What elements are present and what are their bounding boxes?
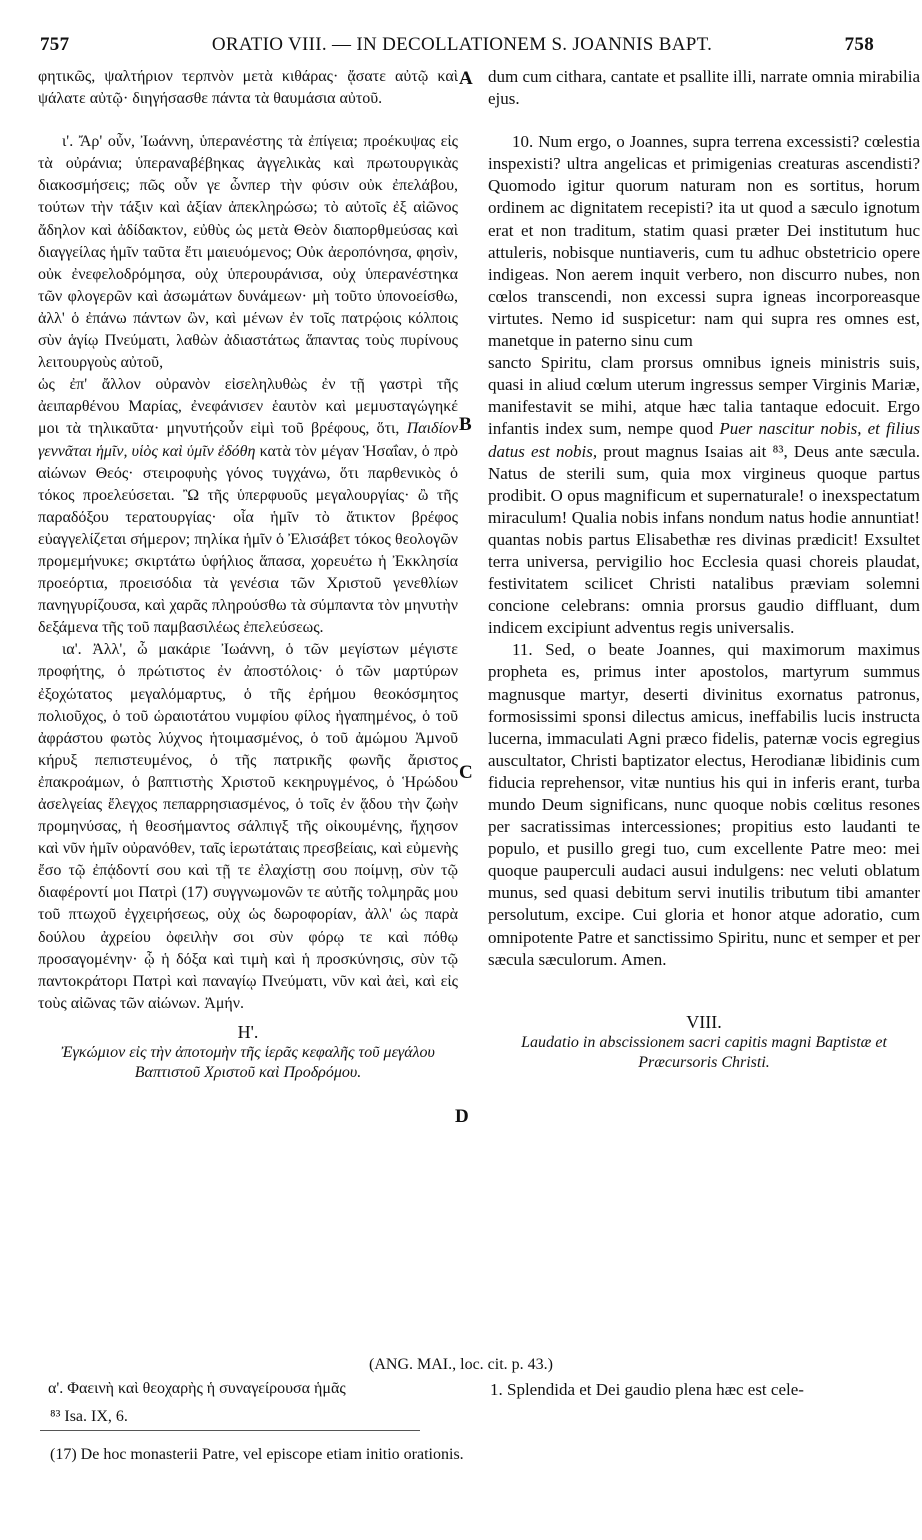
greek-paragraph-11: ια'. Ἀλλ', ὦ μακάριε Ἰωάννη, ὁ τῶν μεγίστων μέγιστε προφήτης, ὁ πρώτιστος ἐν ἀποστόλοις· ὁ τῶν μαρτύρων ἐξοχώτατος μεγαλόμαρτυς, ὁ τῆς ἐρήμου θεοκόσμητος πολιοῦχος, ὁ τοῦ ὡραιοτάτου νυμφίου φίλος ἠγαπημένος, ὁ τοῦ ἀφράστου φωτὸς λύχνος ἡτοιμασμένος, ὁ τοῦ ἀμώμου Ἀμνοῦ κήρυξ πεπιστευμένος, ὁ τῆς πατρικῆς φωνῆς ἄριστος ἐπακροάμων, ὁ βαπτιστὴς Χριστοῦ κεκηρυγμένος, ὁ Ἡρώδου ἀσελγείας ἔλεγχος πεπαρρησιασμένος, ὁ τοῖς ἐν ᾅδου τὴν ζωὴν προμηνύσας, ἡ θεοσήμαντος σάλπιγξ τῆς οἰκουμένης, ἤχησον καὶ νῦν ἡμῖν οὐρανόθεν, ταῖς ἱερωτάταις πρεσβείαις, καὶ εὐμενὴς ἔσο τῷ ἐπᾴδοντί σου καὶ τῇ τε ἐλαχίστῃ σου ποίμνῃ, σὺν τῷ διαφέροντί μοι Πατρὶ (17) συγγνωμονῶν τε αὐτῆς τολμηρᾶς μου τοῦ πτωχοῦ ἐγχειρήσεως, οὐχ ὡς δωροφορίαν, ἀλλ' ὡς παρὰ δούλου ἀχρείου ὀφειλὴν σοι σὺν φόρῳ τε καὶ πόθῳ προσαγομένην· ᾧ ἡ δόξα καὶ τιμὴ καὶ ἡ προσκύνησις, σὺν τῷ παντοκράτορι Πατρὶ καὶ παναγίῳ Πνεύματι, νῦν καὶ ἀεὶ, καὶ εἰς τοὺς αἰῶνας τῶν αἰώνων. Ἀμήν. [38,641,458,1012]
page-number-right: 758 [844,34,874,55]
footnote-17: (17) De hoc monasterii Patre, vel episcope etiam initio orationis. [50,1446,464,1463]
footnote-83: ⁸³ Isa. IX, 6. [50,1408,128,1425]
running-header [30,34,894,60]
greek-column [38,66,458,1083]
greek-paragraph-10b-part2: κατὰ τὸν μέγαν Ἡσαΐαν, ὁ πρὸ αἰώνων Θεός· στειροφυὴς γόνος τυγχάνω, ὅτι παρθενικὸς ὁ τόκος προελεύσεται. Ὢ τῆς ὑπερφυοῦς μεγαλουργίας· ὢ τῆς παραδόξου τερατουργίας· οἷα ἡμῖν τὸ ἄτικτον βρέφος εὐαγγελίζεται σήμερον; πηλίκα ἡμῖν ὁ Ἐλισάβετ τόκος θεολογῶν προμεμήνυκε; σκιρτάτω ὑφήλιος ἅπασα, χορευέτω ἡ Ἐκκλησία προεόρτια, προεισόδια τὰ γενέσια τῶν Χριστοῦ γενεθλίων πανηγυρίζουσα, καὶ χαρᾶς πληρούσθω τὰ σύμπαντα τὸν μηνυτὴν δεξάμενα τῆς τοῦ παμβασιλέως ἐπελεύσεως. [38,442,459,637]
greek-paragraph-10b-part1: ὡς ἐπ' ἄλλον οὐρανὸν εἰσεληλυθὼς ἐν τῇ γαστρὶ τῆς ἀειπαρθένου Μαρίας, ἐνεφάνισεν ἑαυτὸν καὶ μεμυσταγώγηκέ μοι τὰ τηλικαῦτα· μηνυτήςοὖν εἰμὶ τοῦ βρέφους, ὅτι, [38,376,458,438]
margin-letter-a: A [459,68,473,89]
latin-paragraph-10b-part2: prout magnus Isaias ait ⁸³, Deus ante sæcula. Natus de sterili sum, quia mox virgineus quoque partus prodibit. O opus magnificum et supernaturale! o inexspectatum miraculum! Qualia nobis infans nondum natus hodie annuntiat! quantas nobis partus Elisabethæ res divinas prædicit! Exsultet terra universa, pervigilio hoc Ecclesia quasi choreis plaudat, festivitatem scilicet Christi natalibus præviam solemni concione celebrans: omnia prorsus gaudio diffluant, dum indicem excipiunt adventus regis universalis. [488,441,921,638]
latin-intro: dum cum cithara, cantate et psallite illi, narrate omnia mirabilia ejus. [488,67,920,109]
latin-column [488,66,920,1073]
latin-section-start: 1. Splendida et Dei gaudio plena hæc est cele- [490,1380,804,1399]
running-title: ORATIO VIII. — IN DECOLLATIONEM S. JOANNIS BAPT. [211,34,713,55]
margin-letter-b: B [459,414,472,435]
latin-paragraph-10a: 10. Num ergo, o Joannes, supra terrena excessisti? cœlestia inspexisti? ultra angelicas et primigenias creaturas ascendisti? Quomodo igitur quorum naturam non es sortitus, horum ordinem ac dignitatem recepisti? ita ut quod a sæculo ignotum erat et non traditum, statim quasi præter Dei institutum huc attuleris, nobisque nuntiaveris, cum tu adhuc obstetricio opere indigeas. Non aerem inquit verbero, non discurro nubes, non cœlos transcendi, non excessi supra igneas incorporeasque virtutes. Nemo id suspicetur: nam qui supra res omnes est, manetque in paterno sinu cum [488,132,920,351]
greek-intro: φητικῶς, ψαλτήριον τερπνὸν μετὰ κιθάρας· ᾄσατε αὐτῷ καὶ ψάλατε αὐτῷ· διηγήσασθε πάντα τὰ θαυμάσια αὐτοῦ. [38,68,458,108]
latin-scripture-quote: Puer nascitur nobis, et filius datus est nobis, [488,419,921,461]
greek-paragraph-10b [38,374,458,639]
margin-letter-d: D [455,1106,469,1127]
greek-scripture-quote: Παιδίον γεννᾶται ἡμῖν, υἱὸς καὶ ὑμῖν ἐδόθη [38,420,459,460]
greek-section-title: Ἐγκώμιον εἰς τὴν ἀποτομὴν τῆς ἱερᾶς κεφαλῆς τοῦ μεγάλου Βαπτιστοῦ Χριστοῦ καὶ Προδρόμου. [61,1044,435,1082]
latin-paragraph-10b [488,352,920,639]
greek-section-number: Η'. [237,1021,259,1042]
latin-section-title: Laudatio in abscissionem sacri capitis magni Baptistæ et Præcursoris Christi. [521,1033,887,1071]
latin-paragraph-10b-part1: sancto Spiritu, clam prorsus omnibus igneis ministris suis, quasi in aliud cœlum uterum ingressus semper Virginis Mariæ, manifestavit se mihi, atque hæc talia tantaque edocuit. Ergo infantis index sum, nempe quod [488,353,920,439]
source-citation: (ANG. MAI., loc. cit. p. 43.) [369,1356,553,1373]
greek-paragraph-10a: ι'. Ἄρ' οὖν, Ἰωάννη, ὑπερανέστης τὰ ἐπίγεια; προέκυψας εἰς τὰ οὐράνια; ὑπεραναβέβηκας ἀγγελικὰς καὶ πρωτουργικὰς διακοσμήσεις; πῶς οὖν γε ὧνπερ τὴν φύσιν οὐκ ἐπελάβου, τούτων τὴν τάξιν καὶ ἀξίαν ἀπεκληρώσω; τὸ αὐτοῖς ἐξ αἰῶνος ἄδηλον καὶ ἀδίδακτον, εὐθὺς ὡς μετὰ Θεὸν διαπορθμεύσας καὶ διαγγείλας ἡμῖν ταῦτα ἔτι μαιευόμενος; Οὐκ ἀεροπόνησα, φησὶν, οὐκ ἐνεφελοδρόμησα, οὐχ ὑπερουράνισα, οὐχ ὑπερανέστηκα τῶν φλογερῶν καὶ ἀσωμάτων δυνάμεων· μὴ τοῦτο ὑπονοείσθω, ἀλλ' ὁ ἐπάνω πάντων ὢν, καὶ μένων ἐν τοῖς πατρῴοις κόλποις σὺν ἁγίῳ Πνεύματι, λαθὼν ἀδιαστάτως ἅπαντας τοὺς πυρίνους λειτουργοὺς αὐτοῦ, [38,133,458,372]
margin-letter-c: C [459,762,473,783]
footnote-rule [40,1430,420,1431]
latin-section-number: VIII. [686,1011,722,1032]
page-number-left: 757 [40,34,70,55]
latin-paragraph-11: 11. Sed, o beate Joannes, qui maximorum maximus propheta es, primus inter apostolos, martyrum summus magnusque martyr, deserti divinitus exornatus patronus, formosissimi sponsi dilectus amicus, ineffabilis lucis instructa lucerna, immaculati Agni præco fidelis, paternæ vocis egregius auscultator, Christi baptizator electus, Herodianæ libidinis cum fiducia reprehensor, vitæ nuntius his qui in inferis erant, turba mundo Deum significans, nunc quoque nobis cœlitus resones per sacratissimas intercessiones; propitius esto laudanti te populo, et pusillo gregi tuo, cum excellente Patre meo: mei quoque pauperculi audaci ausui indulgens: nec veluti oblatum munus, sed quasi debitum servi inutilis tributum tibi amanter persolutum, excipe. Cui gloria et honor atque adoratio, cum omnipotente Patre et sanctissimo Spiritu, nunc et semper et per sæcula sæculorum. Amen. [488,640,920,969]
greek-section-start: α'. Φαεινὴ καὶ θεοχαρὴς ἡ συναγείρουσα ἡμᾶς [48,1380,346,1397]
